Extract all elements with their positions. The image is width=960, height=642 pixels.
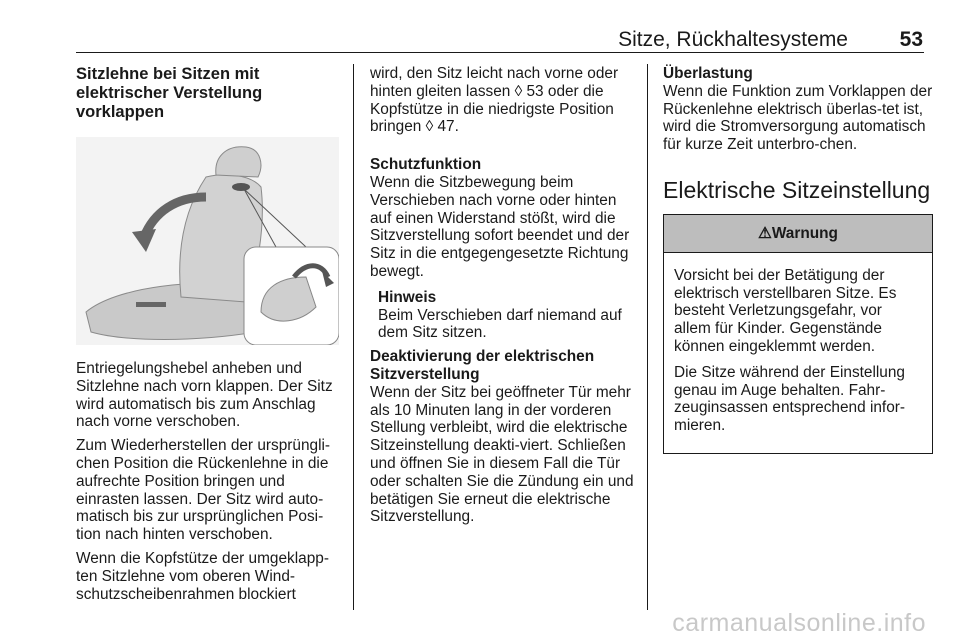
note-heading: Hinweis [378, 288, 437, 306]
note [370, 289, 636, 342]
paragraph: Wenn die Kopfstütze der umgeklapp-ten Sitzlehne vom oberen Wind-schutzscheibenrahmen blockiert [76, 549, 329, 603]
column-1-body [76, 360, 344, 609]
warning-label: Warnung [771, 224, 838, 242]
paragraph: Vorsicht bei der Betätigung der elektrisch verstellbaren Sitze. Es besteht Verletzungsgefahr, vor allem für Kinder. Gegenstände können eingeklemmt werden. [674, 266, 897, 355]
column-1 [76, 65, 344, 134]
section-title: Sitzlehne bei Sitzen mit elektrischer Verstellung vorklappen [76, 65, 263, 121]
section-title: Elektrische Sitzeinstellung [663, 176, 931, 203]
header-rule [76, 52, 924, 53]
paragraph: wird, den Sitz leicht nach vorne oder hinten gleiten lassen ◊ 53 oder die Kopfstütze in die niedrigste Position bringen ◊ 47. [370, 65, 619, 136]
warning-body [664, 253, 932, 453]
column-2 [370, 65, 636, 532]
column-divider [353, 64, 354, 610]
note-text: Beim Verschieben darf niemand auf dem Sitz sitzen. [378, 306, 622, 342]
paragraph: Wenn die Sitzbewegung beim Verschieben nach vorne oder hinten auf einen Widerstand stößt, wird die Sitzverstellung sofort beendet und der Sitz in die entgegengesetzte Richtung bewegt. [370, 173, 630, 280]
warning-box [663, 214, 933, 454]
page-number: 53 [899, 28, 923, 51]
protection-heading: Schutzfunktion [370, 156, 482, 174]
paragraph: Entriegelungshebel anheben und Sitzlehne nach vorn klappen. Der Sitz wird automatisch bis zum Anschlag nach vorne verschoben. [76, 360, 333, 431]
paragraph: Die Sitze während der Einstellung genau im Auge behalten. Fahr-zeuginsassen entsprechend infor-mieren. [674, 363, 906, 435]
column-divider [647, 64, 648, 610]
warning-header [664, 215, 932, 253]
paragraph: Wenn die Funktion zum Vorklappen der Rückenlehne elektrisch überlas-tet ist, wird die Stromversorgung automatisch für kurze Zeit unterbro-chen. [663, 82, 933, 154]
paragraph: Wenn der Sitz bei geöffneter Tür mehr als 10 Minuten lang in der vorderen Stellung verbleibt, wird die elektrische Sitzeinstellung deakti-viert. Schließen und öffnen Sie in diesem Fall die Tür oder schalten Sie die Zündung ein und betätigen Sie erneut die elektrische Sitzverstellung. [370, 383, 634, 526]
seat-illustration [76, 137, 339, 345]
column-3 [663, 65, 933, 454]
watermark: carmanualsonline.info [672, 609, 926, 637]
warning-triangle-icon: ⚠ [758, 224, 772, 242]
page-header [76, 24, 926, 54]
running-title: Sitze, Rückhaltesysteme [618, 28, 848, 51]
overload-heading: Überlastung [663, 65, 753, 82]
paragraph: Zum Wiederherstellen der ursprüngli-chen Position die Rückenlehne in die aufrechte Position bringen und einrasten lassen. Der Sitz wird auto-matisch bis zur ursprünglichen Posi-tion nach hinten verschoben. [76, 437, 331, 544]
deactivate-heading: Deaktivierung der elektrischen Sitzverstellung [370, 348, 595, 383]
